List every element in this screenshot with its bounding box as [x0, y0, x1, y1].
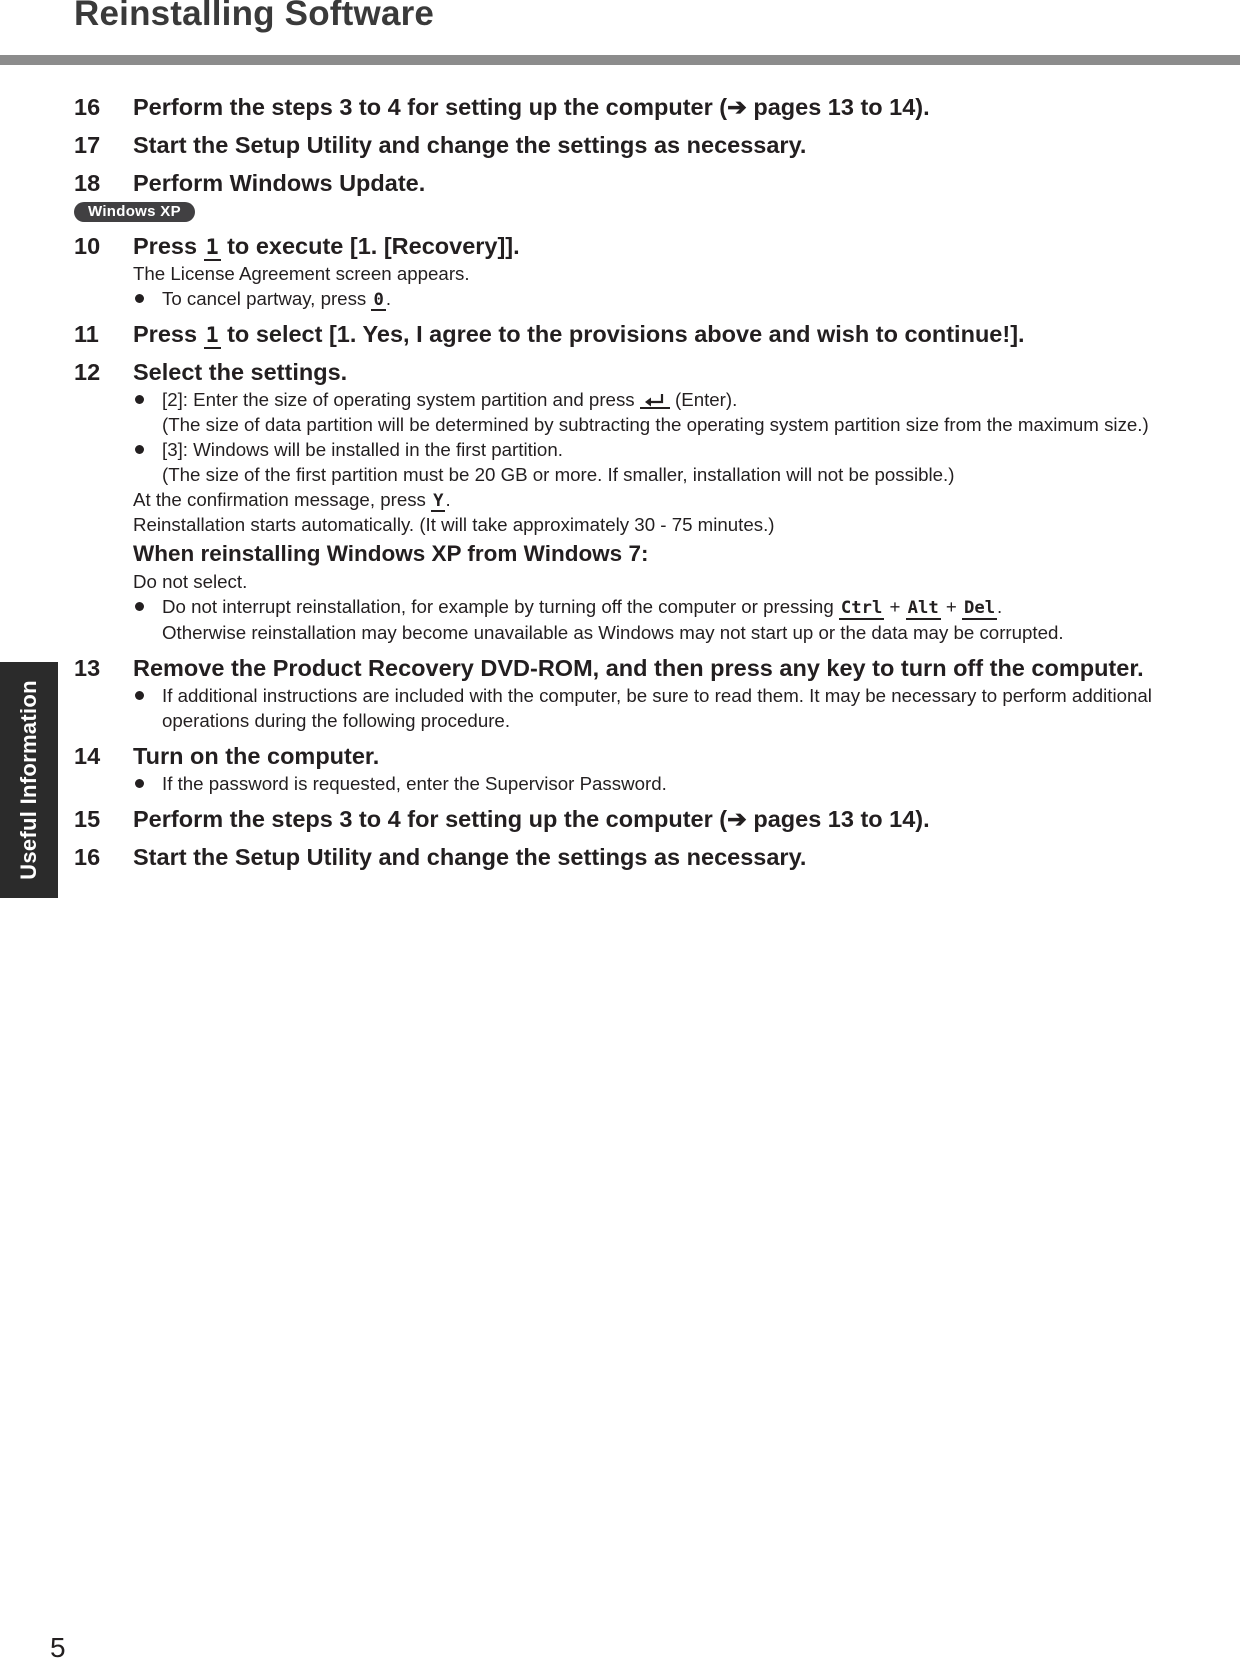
- step-text: pages 13 to 14).: [746, 805, 930, 832]
- step-number: 13: [74, 654, 101, 681]
- step-heading: Select the settings.: [133, 359, 348, 386]
- key-ctrl: Ctrl: [840, 598, 883, 619]
- subheading: When reinstalling Windows XP from Windows 7:: [133, 541, 649, 567]
- step-12: [74, 357, 1174, 644]
- bullet-continuation: (The size of data partition will be determined by subtracting the operating system partition size from the maximum size.): [162, 414, 1149, 436]
- key-del: Del: [964, 598, 996, 619]
- step-number: 16: [74, 843, 101, 870]
- step-text: Press: [133, 321, 204, 348]
- step-text: Perform the steps 3 to 4 for setting up the computer (: [133, 94, 728, 120]
- bullet-text: [3]: Windows will be installed in the first partition.: [162, 439, 563, 461]
- step-heading: [133, 231, 1174, 261]
- key-0: 0: [373, 290, 384, 310]
- step-heading: [133, 92, 1174, 122]
- step-text: Perform the steps 3 to 4 for setting up the computer (: [133, 805, 728, 832]
- subheading-note: Do not select.: [133, 571, 248, 593]
- bullet-continuation: (The size of the first partition must be 20 GB or more. If smaller, installation will not be possible.): [162, 464, 955, 486]
- page-number: 5: [50, 1632, 66, 1663]
- step-number: 11: [74, 321, 99, 348]
- title-divider-bar: [0, 55, 1240, 65]
- bullet-item: If additional instructions are included with the computer, be sure to read them. It may be necessary to perform additional operations during the following procedure.: [133, 683, 1174, 733]
- step-number: 16: [74, 94, 101, 120]
- page-title: Reinstalling Software: [74, 0, 435, 33]
- bullet-item: [133, 387, 1174, 437]
- bullet-item: [133, 437, 1174, 487]
- bullet-text: Do not interrupt reinstallation, for example by turning off the computer or pressing: [162, 596, 839, 618]
- side-tab: [0, 662, 58, 898]
- arrow-right-icon: ➔: [727, 94, 747, 120]
- step-heading: Turn on the computer.: [133, 742, 380, 769]
- step-10: [74, 231, 1174, 311]
- step-number: 12: [74, 359, 101, 386]
- step-heading: [133, 319, 1174, 349]
- step-number: 18: [74, 170, 101, 196]
- side-tab-label: Useful Information: [16, 680, 41, 880]
- key-1: 1: [205, 323, 219, 349]
- arrow-right-icon: ➔: [727, 805, 747, 832]
- bullet-text: .: [997, 596, 1003, 618]
- os-badge-row: [74, 202, 1174, 222]
- step-13: [74, 653, 1174, 733]
- step-heading: Start the Setup Utility and change the settings as necessary.: [133, 843, 807, 870]
- step-14: [74, 741, 1174, 796]
- bullet-item: [133, 594, 1174, 644]
- auto-start-note: Reinstallation starts automatically. (It will take approximately 30 - 75 minutes.): [133, 514, 775, 536]
- step-heading: Start the Setup Utility and change the settings as necessary.: [133, 132, 807, 158]
- step-number: 10: [74, 233, 101, 259]
- bullet-text: [2]: Enter the size of operating system partition and press: [162, 389, 640, 411]
- step-11: [74, 319, 1174, 349]
- step-number: 14: [74, 742, 101, 769]
- confirmation-note: [133, 487, 1174, 512]
- step-15: [74, 804, 1174, 834]
- plus-sign: +: [884, 596, 906, 618]
- enter-key-icon: [640, 390, 670, 409]
- page-content: [74, 92, 1174, 872]
- key-y: Y: [433, 491, 444, 512]
- os-badge: Windows XP: [74, 202, 195, 222]
- key-alt: Alt: [907, 598, 939, 619]
- step-number: 15: [74, 805, 101, 832]
- step-text: to execute [1. [Recovery]].: [220, 233, 520, 259]
- bullet-text: (Enter).: [669, 389, 738, 411]
- bullet-continuation: Otherwise reinstallation may become unavailable as Windows may not start up or the data may be corrupted.: [162, 621, 1064, 643]
- step-number: 17: [74, 132, 101, 158]
- step-heading: [133, 804, 1174, 834]
- bullet-item: If the password is requested, enter the Supervisor Password.: [133, 771, 1174, 796]
- step-heading: Remove the Product Recovery DVD-ROM, and then press any key to turn off the computer.: [133, 654, 1144, 681]
- bullet-item: [133, 286, 1174, 311]
- step-note: The License Agreement screen appears.: [133, 263, 470, 284]
- step-text: Press: [133, 233, 204, 259]
- step-heading: Perform Windows Update.: [133, 170, 426, 196]
- step-text: pages 13 to 14).: [746, 94, 930, 120]
- step-18: [74, 168, 1174, 198]
- step-17: [74, 130, 1174, 160]
- key-1: 1: [205, 235, 219, 260]
- step-text: to select [1. Yes, I agree to the provisions above and wish to continue!].: [220, 321, 1025, 348]
- bullet-text: .: [385, 288, 392, 309]
- note-text: At the confirmation message, press: [133, 489, 432, 511]
- bullet-text: To cancel partway, press: [162, 288, 372, 309]
- note-text: .: [445, 489, 451, 511]
- plus-sign: +: [940, 596, 962, 618]
- step-16a: [74, 92, 1174, 122]
- step-16b: [74, 842, 1174, 872]
